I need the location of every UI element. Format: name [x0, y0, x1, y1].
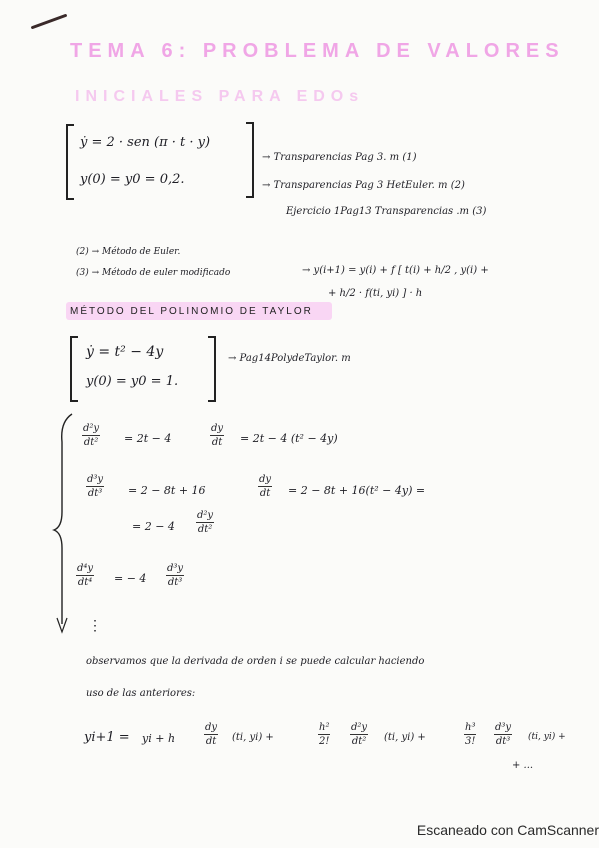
system2-eq2: y(0) = y0 = 1.	[86, 374, 179, 389]
ref-3: Ejercicio 1Pag13 Transparencias .m (3)	[286, 206, 487, 217]
d3y-den: dt³	[87, 488, 103, 499]
taylor-h2-fraction	[318, 722, 330, 747]
taylor-term1: yi + h	[142, 732, 176, 745]
d3y-rhs2: = 2 − 8t + 16(t² − 4y) =	[288, 484, 426, 497]
dy-num-1: dy	[211, 423, 224, 434]
system1-eq2: y(0) = y0 = 0,2.	[80, 172, 185, 187]
taylor-lhs: yi+1 =	[84, 730, 130, 745]
taylor-p1: (ti, yi) +	[232, 732, 274, 743]
d4y-num: d⁴y	[77, 563, 94, 574]
system2-eq1: ẏ = t² − 4y	[86, 344, 164, 360]
d3y-fraction-2	[166, 563, 184, 588]
scanner-watermark: Escaneado con CamScanner	[416, 822, 599, 838]
d4y-den: dt⁴	[77, 577, 93, 588]
taylor-dy-fraction	[204, 722, 218, 747]
taylor-h3-num: h³	[465, 722, 476, 733]
system2-bracket-right	[208, 336, 216, 402]
taylor-d2y-num: d²y	[351, 722, 368, 733]
derivatives-brace	[52, 412, 76, 642]
d2y-rhs2: = 2t − 4 (t² − 4y)	[240, 432, 338, 445]
taylor-tail: + ...	[512, 760, 534, 771]
d3y-fraction	[86, 474, 104, 499]
taylor-d3y-num: d³y	[495, 722, 512, 733]
ref-2: → Transparencias Pag 3 HetEuler. m (2)	[262, 180, 465, 191]
system1-bracket-right	[246, 122, 254, 198]
d4y-fraction	[76, 563, 94, 588]
taylor-dy-den: dt	[205, 736, 217, 747]
d2y-num: d²y	[83, 423, 100, 434]
taylor-p2: (ti, yi) +	[384, 732, 426, 743]
observation-line1: observamos que la derivada de orden i se puede calcular haciendo	[86, 656, 425, 667]
dy-fraction-1	[210, 423, 224, 448]
dy-den-1: dt	[211, 437, 223, 448]
note-2: (2) → Método de Euler.	[76, 247, 181, 257]
page-title: TEMA 6: PROBLEMA DE VALORES	[70, 40, 565, 62]
system1-eq1: ẏ = 2 · sen (π · t · y)	[80, 135, 211, 150]
taylor-h3-fraction	[464, 722, 476, 747]
taylor-dy-num: dy	[205, 722, 218, 733]
taylor-h2-num: h²	[319, 722, 330, 733]
d3y-rhs1: = 2 − 8t + 16	[128, 484, 206, 497]
taylor-d2y-den: dt²	[351, 736, 367, 747]
taylor-d3y-fraction	[494, 722, 512, 747]
pen-stroke	[31, 14, 68, 30]
d2y-rhs1: = 2t − 4	[124, 432, 172, 445]
d4y-rhs: = − 4	[114, 572, 147, 585]
formula-a: → y(i+1) = y(i) + f [ t(i) + h/2 , y(i) +	[302, 265, 489, 276]
system2-ref: → Pag14PolydeTaylor. m	[228, 353, 351, 364]
d2y-fraction-2	[196, 510, 214, 535]
dy-num-2: dy	[259, 474, 272, 485]
dy-fraction-2	[258, 474, 272, 499]
d3y-rhs3: = 2 − 4	[132, 520, 175, 533]
taylor-d2y-fraction	[350, 722, 368, 747]
d2y-fraction	[82, 423, 100, 448]
vertical-dots: ⋮	[88, 618, 102, 634]
d2y-den-2: dt²	[197, 524, 213, 535]
system1-bracket-left	[66, 124, 74, 200]
note-3: (3) → Método de euler modificado	[76, 268, 231, 278]
system2-bracket-left	[70, 336, 78, 402]
d2y-num-2: d²y	[197, 510, 214, 521]
taylor-h3-den: 3!	[465, 736, 476, 747]
taylor-h2-den: 2!	[319, 736, 330, 747]
dy-den-2: dt	[259, 488, 271, 499]
taylor-p3: (ti, yi) +	[528, 732, 566, 742]
d2y-den: dt²	[83, 437, 99, 448]
d3y-num: d³y	[87, 474, 104, 485]
d3y-num-2: d³y	[167, 563, 184, 574]
ref-1: → Transparencias Pag 3. m (1)	[262, 152, 417, 163]
taylor-d3y-den: dt³	[495, 736, 511, 747]
d3y-den-2: dt³	[167, 577, 183, 588]
page-subtitle: INICIALES PARA EDOs	[75, 88, 365, 105]
section-taylor-heading: MÉTODO DEL POLINOMIO DE TAYLOR	[70, 306, 313, 317]
formula-b: + h/2 · f(ti, yi) ] · h	[328, 288, 423, 299]
observation-line2: uso de las anteriores:	[86, 688, 196, 699]
